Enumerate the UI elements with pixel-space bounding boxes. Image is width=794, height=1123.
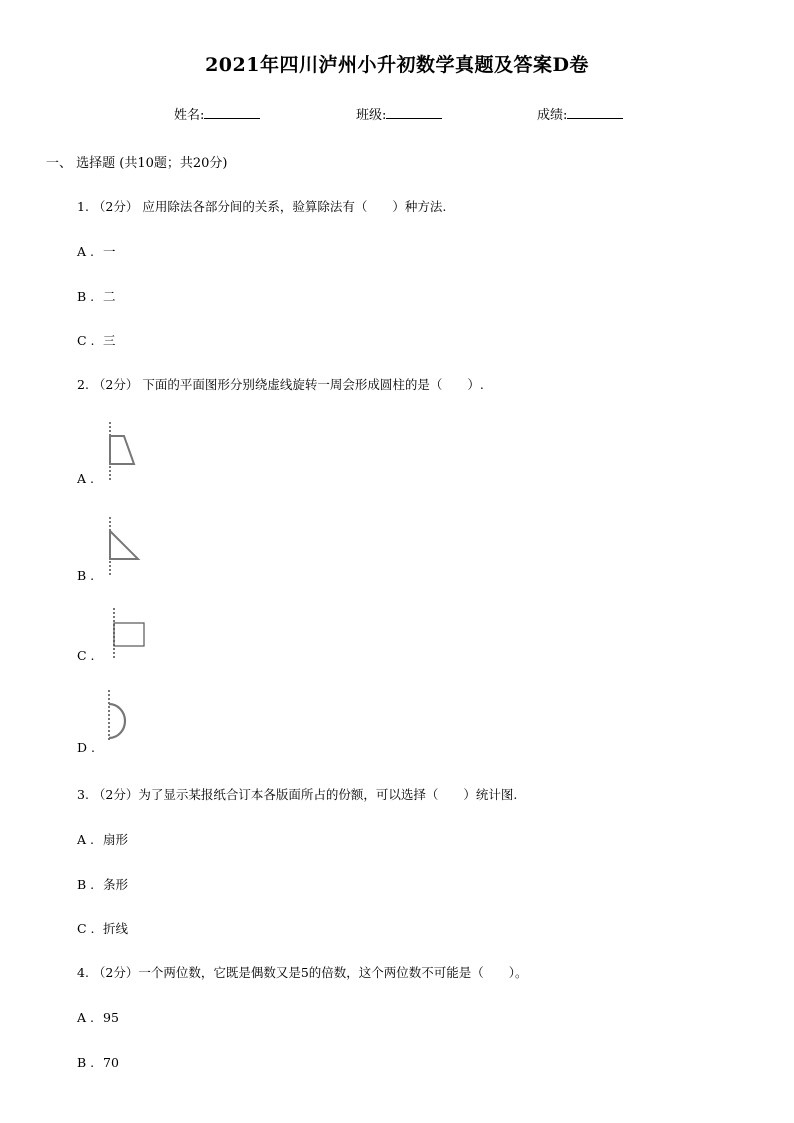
semicircle-figure — [100, 688, 140, 742]
option-text: 扇形 — [103, 832, 129, 847]
q2-option-d[interactable] — [77, 740, 103, 755]
option-letter: A . — [77, 244, 94, 259]
class-blank[interactable] — [386, 105, 442, 119]
option-text: 二 — [103, 289, 116, 304]
name-blank[interactable] — [204, 105, 260, 119]
triangle-figure — [100, 515, 144, 577]
class-field[interactable] — [356, 104, 442, 123]
option-letter: C . — [77, 648, 95, 663]
option-text: 折线 — [103, 921, 129, 936]
option-letter: A . — [77, 832, 94, 847]
option-letter: A . — [77, 471, 94, 486]
class-label: 班级: — [356, 108, 387, 123]
name-label: 姓名: — [174, 108, 205, 123]
option-letter: D . — [77, 740, 95, 755]
option-letter: B . — [77, 877, 95, 892]
q2-option-c[interactable] — [77, 648, 103, 663]
option-text: 一 — [103, 244, 116, 259]
q4-option-a[interactable] — [77, 1010, 119, 1025]
name-field[interactable] — [174, 104, 260, 123]
q3-option-c[interactable] — [77, 919, 128, 937]
question-4: 4. （2分）一个两位数，它既是偶数又是5的倍数，这个两位数不可能是（ ）。 — [77, 965, 528, 980]
student-info-row — [0, 104, 794, 122]
option-letter: A . — [77, 1010, 94, 1025]
option-letter: B . — [77, 1055, 95, 1070]
q3-option-b[interactable] — [77, 875, 128, 893]
option-letter: C . — [77, 921, 95, 936]
rectangle-figure — [104, 606, 150, 660]
option-letter: B . — [77, 289, 95, 304]
score-blank[interactable] — [567, 105, 623, 119]
q3-option-a[interactable] — [77, 830, 128, 848]
q4-option-b[interactable] — [77, 1055, 119, 1070]
page-title: 2021年四川泸州小升初数学真题及答案D卷 — [205, 54, 589, 76]
score-field[interactable] — [537, 104, 623, 123]
trapezoid-figure — [100, 420, 144, 482]
question-2: 2. （2分） 下面的平面图形分别绕虚线旋转一周会形成圆柱的是（ ）. — [77, 377, 484, 392]
option-letter: C . — [77, 333, 95, 348]
option-text: 条形 — [103, 877, 129, 892]
option-letter: B . — [77, 568, 95, 583]
question-3: 3. （2分）为了显示某报纸合订本各版面所占的份额，可以选择（ ）统计图. — [77, 787, 518, 802]
option-text: 三 — [103, 333, 116, 348]
question-1: 1. （2分） 应用除法各部分间的关系，验算除法有（ ）种方法. — [77, 199, 447, 214]
q1-option-b[interactable] — [77, 287, 116, 305]
option-text: 95 — [103, 1010, 119, 1025]
q1-option-c[interactable] — [77, 331, 116, 349]
option-text: 70 — [103, 1055, 119, 1070]
q1-option-a[interactable] — [77, 242, 116, 260]
score-label: 成绩: — [537, 108, 568, 123]
section-heading: 一、 选择题 (共10题；共20分) — [46, 156, 228, 171]
